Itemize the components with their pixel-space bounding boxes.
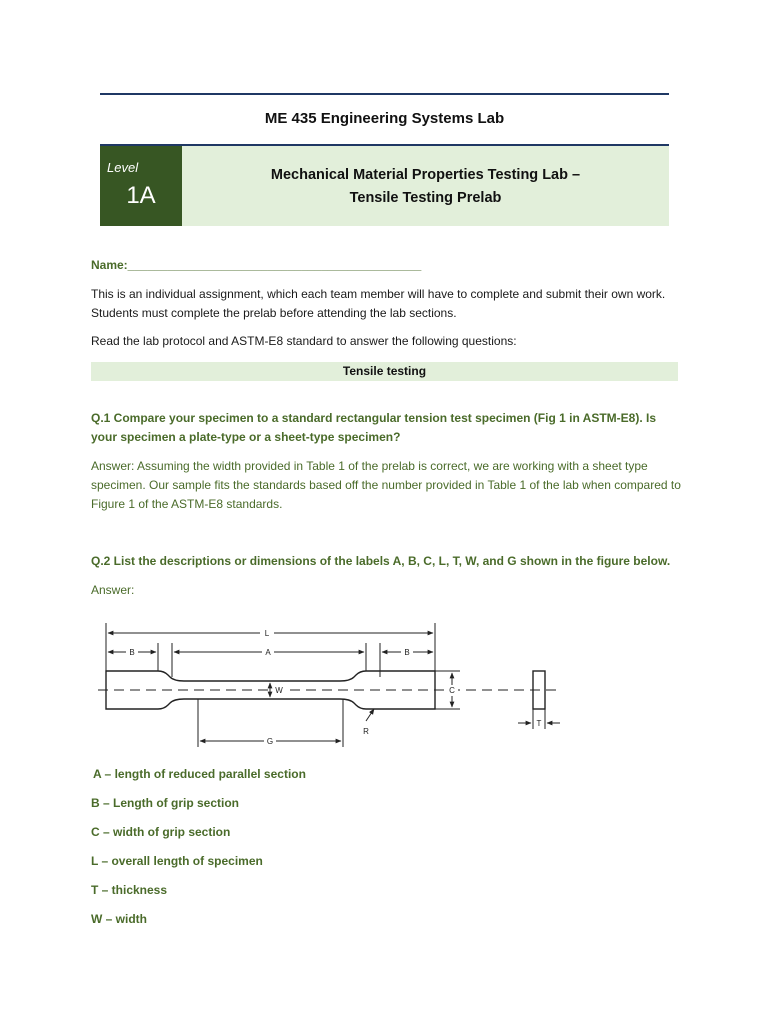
lab-banner [100, 146, 669, 226]
label-b-right: B [404, 648, 410, 657]
lab-title [182, 164, 669, 210]
definition-a: A – length of reduced parallel section [93, 767, 306, 781]
level-badge [100, 146, 182, 226]
instructions-paragraph: Read the lab protocol and ASTM-E8 standard to answer the following questions: [91, 334, 517, 348]
label-g: G [266, 737, 274, 746]
section-heading: Tensile testing [91, 362, 678, 381]
definition-c: C – width of grip section [91, 825, 231, 839]
r-leader [366, 709, 374, 721]
answer-2-label: Answer: [91, 583, 135, 597]
definition-w: W – width [91, 912, 147, 926]
answer-1: Answer: Assuming the width provided in Table 1 of the prelab is correct, we are working with a sheet type specimen. Our sample fits the standards based off the number provided in Table 1 of the lab when compared to Figure 1 of the ASTM-E8 standards. [91, 459, 681, 511]
level-number: 1A [126, 182, 156, 209]
definition-b: B – Length of grip section [91, 796, 240, 810]
intro-paragraph: This is an individual assignment, which each team member will have to complete and submit their own work. Students must complete the prelab before attending the lab sections. [91, 287, 666, 320]
top-rule [100, 93, 669, 95]
label-t: T [536, 719, 542, 728]
level-label: Level [107, 160, 139, 175]
definition-l: L – overall length of specimen [91, 854, 263, 868]
label-a: A [265, 648, 271, 657]
label-b-left: B [129, 648, 135, 657]
name-field: Name:____________________________________________ [91, 258, 422, 272]
label-c: C [449, 686, 455, 695]
question-1: Q.1 Compare your specimen to a standard rectangular tension test specimen (Fig 1 in ASTM-E8). Is your specimen a plate-type or a sheet-type specimen? [91, 411, 657, 444]
course-title: ME 435 Engineering Systems Lab [264, 110, 505, 127]
specimen-figure [90, 615, 570, 755]
label-w: W [275, 686, 283, 695]
question-2: Q.2 List the descriptions or dimensions of the labels A, B, C, L, T, W, and G shown in the figure below. [91, 554, 671, 568]
label-r: R [363, 727, 369, 736]
lab-title-line2: Tensile Testing Prelab [349, 190, 502, 206]
definition-t: T – thickness [91, 883, 168, 897]
label-l: L [264, 629, 270, 638]
lab-title-line1: Mechanical Material Properties Testing Lab – [270, 167, 581, 183]
